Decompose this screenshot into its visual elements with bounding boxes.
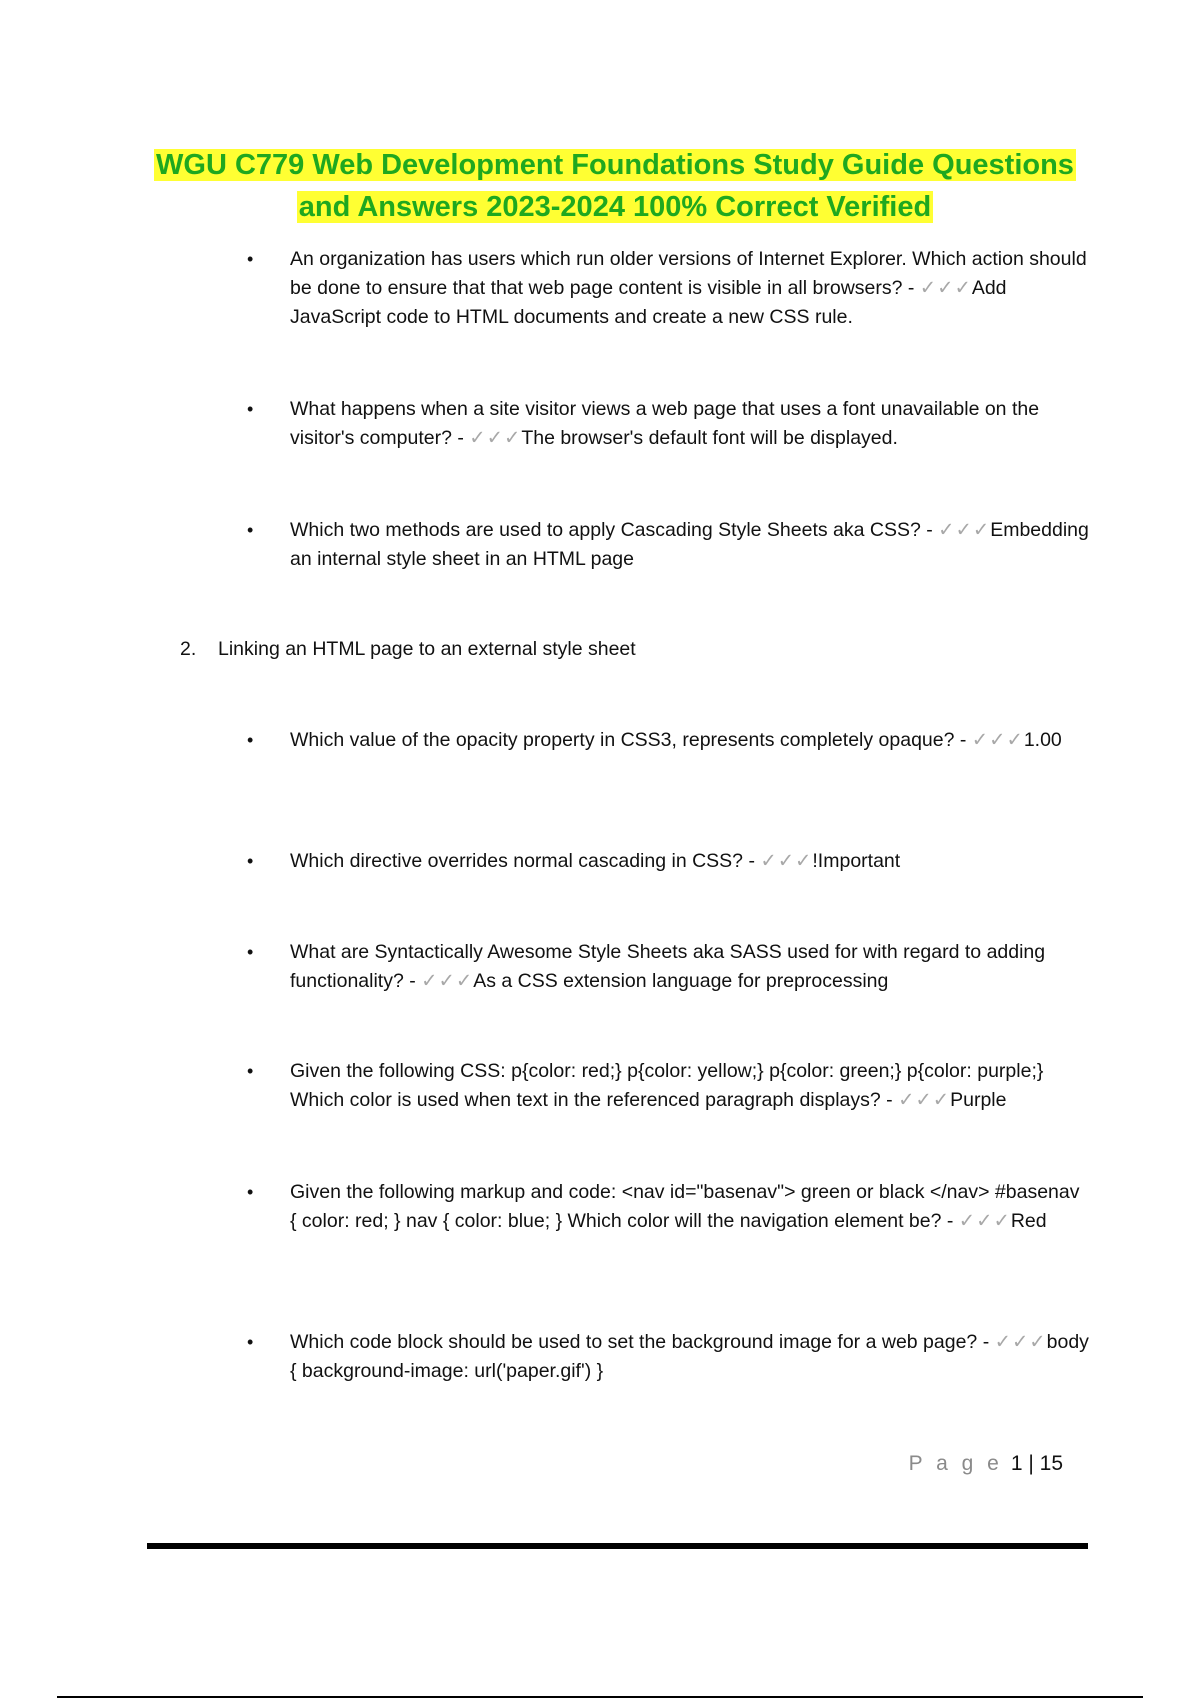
checkmark-icon: ✓✓✓ [421,970,474,992]
numbered-item [180,635,636,664]
answer-text: 1.00 [1023,729,1062,751]
page-separator: | [1022,1452,1040,1475]
bullet-icon: • [247,1182,254,1202]
question-text: Which directive overrides normal cascading in CSS? - [290,850,761,872]
answer-text: Add JavaScript code to HTML documents and create a new CSS rule. [290,277,1007,328]
qa-item [247,1328,1090,1386]
answer-text: As a CSS extension language for preprocessing [473,970,889,992]
checkmark-icon: ✓✓✓ [898,1089,951,1111]
question-text: Which code block should be used to set the background image for a web page? - [290,1331,995,1353]
numbered-item-text: Linking an HTML page to an external style sheet [218,638,636,660]
qa-item [247,726,1090,755]
checkmark-icon: ✓✓✓ [938,519,991,541]
checkmark-icon: ✓✓✓ [919,277,972,299]
bullet-icon: • [247,1332,254,1352]
answer-text: Embedding an internal style sheet in an HTML page [290,519,1089,570]
list-number: 2. [180,638,197,660]
bullet-icon: • [247,399,254,419]
checkmark-icon: ✓✓✓ [760,850,813,872]
bullet-icon: • [247,942,254,962]
bullet-icon: • [247,730,254,750]
answer-text: The browser's default font will be displayed. [521,427,898,449]
question-text: Which value of the opacity property in CSS3, represents completely opaque? - [290,729,972,751]
page-bottom-divider [57,1696,1143,1698]
bullet-icon: • [247,851,254,871]
total-pages: 15 [1039,1452,1063,1475]
bullet-icon: • [247,249,254,269]
title-line-1: WGU C779 Web Development Foundations Study Guide Questions [156,149,1074,181]
answer-text: body { background-image: url('paper.gif') } [290,1331,1089,1382]
question-text: An organization has users which run older versions of Internet Explorer. Which action should be done to ensure that that web page content is visible in all browsers? - [290,248,1087,299]
answer-text: !Important [812,850,901,872]
answer-text: Red [1010,1210,1047,1232]
page-footer [909,1452,1063,1476]
bullet-icon: • [247,1061,254,1081]
qa-item [247,1057,1090,1115]
qa-item [247,516,1090,574]
qa-item [247,938,1090,996]
question-text: Given the following markup and code: <nav id="basenav"> green or black </nav> #basenav { color: red; } nav { color: blue; } Which color will the navigation element be? - [290,1181,1080,1232]
checkmark-icon: ✓✓✓ [469,427,522,449]
qa-item [247,245,1090,332]
checkmark-icon: ✓✓✓ [958,1210,1011,1232]
question-text: What are Syntactically Awesome Style Sheets aka SASS used for with regard to adding functionality? - [290,941,1046,992]
bullet-icon: • [247,520,254,540]
checkmark-icon: ✓✓✓ [994,1331,1047,1353]
question-text: What happens when a site visitor views a web page that uses a font unavailable on the visitor's computer? - [290,398,1040,449]
qa-item [247,847,1090,876]
question-text: Which two methods are used to apply Cascading Style Sheets aka CSS? - [290,519,939,541]
answer-text: Purple [950,1089,1007,1111]
qa-item [247,1178,1090,1236]
question-text: Given the following CSS: p{color: red;} p{color: yellow;} p{color: green;} p{color: purple;} Which color is used when text in the referenced paragraph displays? - [290,1060,1044,1111]
page-number: 1 [1010,1452,1023,1475]
title-line-2: and Answers 2023-2024 100% Correct Verified [298,191,932,223]
qa-item [247,395,1090,453]
footer-divider [147,1543,1088,1549]
checkmark-icon: ✓✓✓ [971,729,1024,751]
page-label: P a g e [908,1452,1003,1475]
